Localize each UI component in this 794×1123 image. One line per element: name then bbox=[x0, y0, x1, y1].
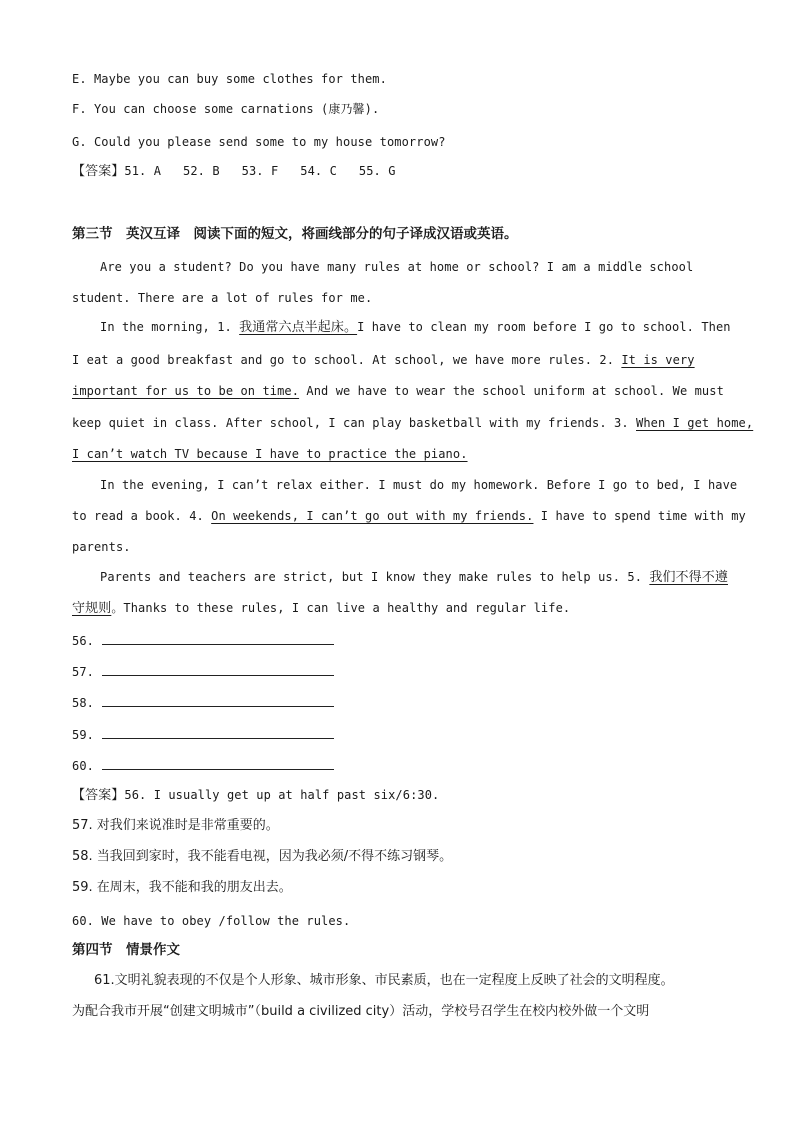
passage-line bbox=[72, 382, 724, 400]
blank-number: 57. bbox=[72, 665, 94, 679]
underlined-sentence-2-cont: important for us to be on time. bbox=[72, 384, 300, 398]
answer-60: 60. We have to obey /follow the rules. bbox=[72, 914, 351, 928]
answer-59: 59. 在周末，我不能和我的朋友出去。 bbox=[72, 880, 292, 895]
answer-item: 52. B bbox=[183, 164, 220, 178]
option-f: F. You can choose some carnations (康乃馨). bbox=[72, 102, 380, 116]
answer-blank-59[interactable] bbox=[72, 726, 334, 744]
passage-text: I eat a good breakfast and go to school. At school, we have more rules. 2. bbox=[72, 353, 622, 367]
section4-heading: 第四节 情景作文 bbox=[72, 942, 180, 958]
blank-line[interactable] bbox=[102, 757, 334, 770]
question-61-line: 为配合我市开展“创建文明城市”（build a civilized city）活动，学校号召学生在校内校外做一个文明 bbox=[72, 1004, 650, 1019]
blank-number: 56. bbox=[72, 634, 94, 648]
blank-line[interactable] bbox=[102, 694, 334, 707]
passage-line bbox=[72, 351, 695, 369]
answer-blank-60[interactable] bbox=[72, 757, 334, 775]
option-g: G. Could you please send some to my house tomorrow? bbox=[72, 135, 446, 149]
passage-line bbox=[100, 568, 728, 587]
blank-number: 59. bbox=[72, 728, 94, 742]
blank-line[interactable] bbox=[102, 726, 334, 739]
answer-51-55 bbox=[72, 162, 396, 181]
answer-text: 56. I usually get up at half past six/6:30. bbox=[124, 788, 440, 802]
answer-item: 55. G bbox=[358, 164, 396, 178]
passage-line: student. There are a lot of rules for me. bbox=[72, 291, 373, 305]
question-61-line: 61.文明礼貌表现的不仅是个人形象、城市形象、市民素质，也在一定程度上反映了社会的文明程度。 bbox=[94, 973, 674, 988]
underlined-sentence-2: It is very bbox=[621, 353, 695, 367]
blank-line[interactable] bbox=[102, 632, 334, 645]
passage-line bbox=[100, 318, 731, 337]
underlined-sentence-4: On weekends, I can’t go out with my friends. bbox=[211, 509, 534, 523]
answer-56 bbox=[72, 786, 439, 805]
passage-text: Parents and teachers are strict, but I know they make rules to help us. 5. bbox=[100, 570, 650, 584]
passage-line bbox=[72, 599, 570, 618]
underlined-sentence-3-cont: I can’t watch TV because I have to practice the piano. bbox=[72, 447, 468, 461]
passage-line: In the evening, I can’t relax either. I must do my homework. Before I go to bed, I have bbox=[100, 478, 738, 492]
answer-blank-58[interactable] bbox=[72, 694, 334, 712]
passage-text: to read a book. 4. bbox=[72, 509, 212, 523]
passage-text: 。Thanks to these rules, I can live a healthy and regular life. bbox=[111, 601, 571, 615]
answer-item: 54. C bbox=[300, 164, 337, 178]
blank-number: 60. bbox=[72, 759, 94, 773]
passage-text: And we have to wear the school uniform at school. We must bbox=[299, 384, 724, 398]
option-e: E. Maybe you can buy some clothes for them. bbox=[72, 72, 387, 86]
answer-item: 53. F bbox=[241, 164, 279, 178]
passage-line bbox=[72, 414, 753, 432]
answer-tag: 【答案】 bbox=[72, 788, 125, 803]
answer-tag: 【答案】 bbox=[72, 164, 125, 179]
answer-blank-57[interactable] bbox=[72, 663, 334, 681]
passage-line bbox=[72, 507, 746, 525]
answer-58: 58. 当我回到家时，我不能看电视，因为我必须/不得不练习钢琴。 bbox=[72, 849, 453, 864]
underlined-sentence-5-cont: 守规则 bbox=[72, 601, 112, 616]
underlined-sentence-1: 我通常六点半起床。 bbox=[239, 320, 358, 335]
answer-blank-56[interactable] bbox=[72, 632, 334, 650]
passage-text: I have to clean my room before I go to school. Then bbox=[357, 320, 731, 334]
passage-line: parents. bbox=[72, 540, 131, 554]
passage-line bbox=[72, 445, 468, 463]
section3-heading: 第三节 英汉互译 阅读下面的短文，将画线部分的句子译成汉语或英语。 bbox=[72, 226, 518, 242]
passage-text: In the morning, 1. bbox=[100, 320, 240, 334]
blank-line[interactable] bbox=[102, 663, 334, 676]
passage-line: Are you a student? Do you have many rules at home or school? I am a middle school bbox=[100, 260, 694, 274]
answer-item: 51. A bbox=[124, 164, 162, 178]
underlined-sentence-3: When I get home, bbox=[636, 416, 754, 430]
answer-57: 57. 对我们来说准时是非常重要的。 bbox=[72, 818, 279, 833]
underlined-sentence-5: 我们不得不遵 bbox=[649, 570, 728, 585]
passage-text: keep quiet in class. After school, I can play basketball with my friends. 3. bbox=[72, 416, 636, 430]
passage-text: I have to spend time with my bbox=[533, 509, 746, 523]
blank-number: 58. bbox=[72, 696, 94, 710]
